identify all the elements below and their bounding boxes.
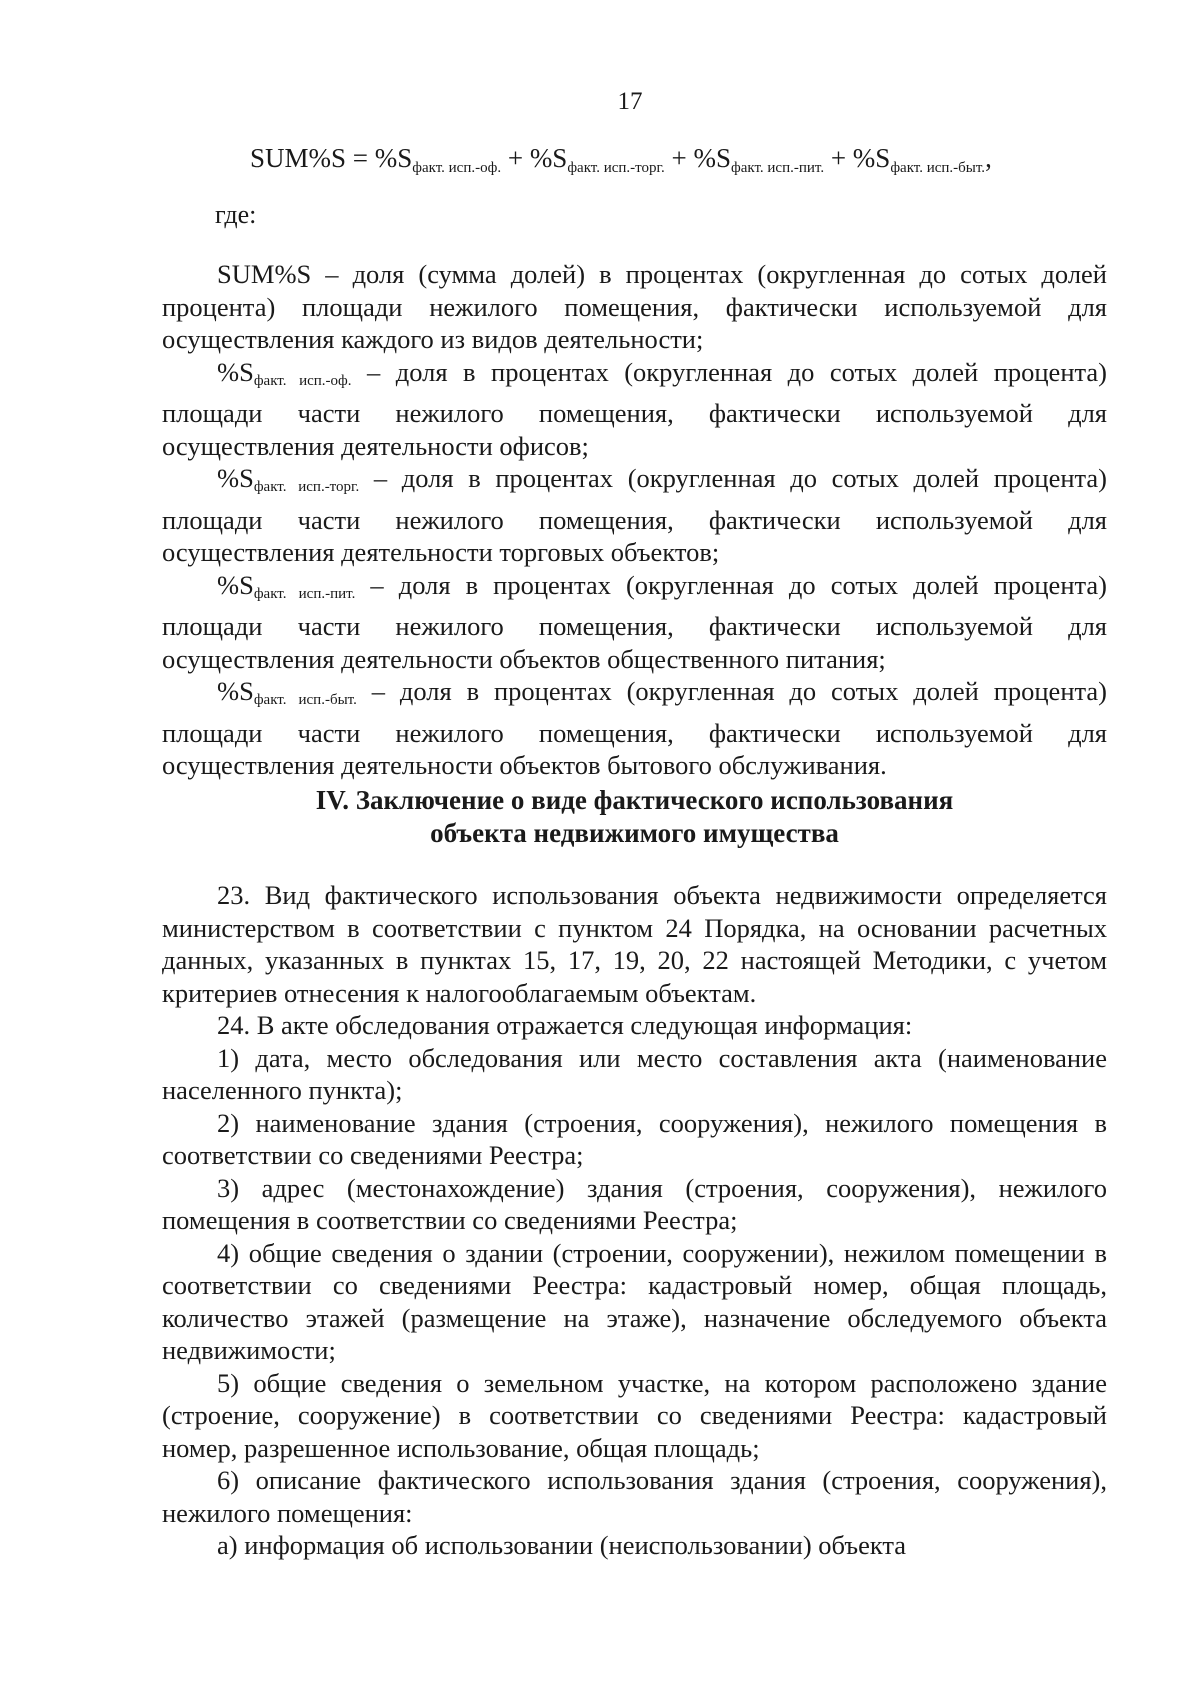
definition-subscript: факт. исп.-оф. — [253, 372, 352, 389]
definition-symbol: %S — [217, 463, 254, 493]
paragraph: а) информация об использовании (неиспользовании) объекта — [217, 1530, 907, 1560]
definition-subscript: факт. исп.-торг. — [253, 479, 360, 495]
paragraph: 5) общие сведения о земельном участке, на котором расположено здание (строение, сооружение) в соответствии со сведениями Реестра: кадастровый номер, разрешенное использование, общая площадь; — [162, 1367, 1107, 1463]
formula-part: + %S — [664, 143, 731, 173]
formula-part: SUM%S = %S — [250, 143, 413, 173]
formula-subscript: факт. исп.-торг. — [567, 160, 665, 176]
definition-subscript: факт. исп.-быт. — [253, 692, 357, 708]
where-label: где: — [215, 200, 257, 229]
definition-item — [162, 258, 1107, 356]
formula-part: , — [985, 143, 992, 173]
paragraph: 1) дата, место обследования или место составления акта (наименование населенного пункта); — [162, 1042, 1107, 1105]
definition-text: – доля в процентах (округленная до сотых долей процента) площади части нежилого помещения, фактически используемой для осуществления деятельности объектов общественного питания; — [162, 569, 1107, 674]
definition-symbol: %S — [217, 676, 254, 706]
definition-subscript: факт. исп.-пит. — [253, 585, 356, 602]
section-heading-line: объекта недвижимого имущества — [430, 818, 839, 848]
body-text — [162, 879, 1107, 1562]
formula-part: + %S — [824, 143, 891, 173]
definition-symbol: %S — [217, 569, 254, 600]
definition-symbol: %S — [217, 356, 254, 387]
paragraph: 6) описание фактического использования здания (строения, сооружения), нежилого помещения: — [162, 1465, 1107, 1528]
paragraph: 2) наименование здания (строения, сооружения), нежилого помещения в соответствии со сведениями Реестра; — [162, 1107, 1107, 1170]
section-heading — [162, 784, 1107, 850]
page-number: 17 — [617, 88, 643, 115]
definition-text: – доля (сумма долей) в процентах (округленная до сотых долей процента) площади нежилого помещения, фактически используемой для осуществления каждого из видов деятельности; — [162, 259, 1107, 354]
paragraph: 23. Вид фактического использования объекта недвижимости определяется министерством в соответствии с пунктом 24 Порядка, на основании расчетных данных, указанных в пунктах 15, 17, 19, 20, 22 настоящей Методики, с учетом критериев отнесения к налогооблагаемым объектам. — [162, 880, 1107, 1008]
section-heading-line: IV. Заключение о виде фактического использования — [315, 785, 954, 815]
definition-item — [162, 675, 1107, 782]
formula-subscript: факт. исп.-оф. — [412, 160, 502, 176]
paragraph: 4) общие сведения о здании (строении, сооружении), нежилом помещении в соответствии со сведениями Реестра: кадастровый номер, общая площадь, количество этажей (размещение на этаже), назначение обследуемого объекта недвижимости; — [162, 1237, 1107, 1365]
formula-part: + %S — [501, 143, 568, 173]
definition-text: – доля в процентах (округленная до сотых долей процента) площади части нежилого помещения, фактически используемой для осуществления деятельности офисов; — [162, 356, 1107, 461]
formula — [250, 143, 1150, 177]
definition-symbol: SUM%S — [217, 259, 312, 289]
definition-item — [162, 569, 1107, 676]
definition-item — [162, 356, 1107, 463]
definitions-list — [162, 258, 1107, 782]
definition-item — [162, 462, 1107, 569]
definition-text: – доля в процентах (округленная до сотых долей процента) площади части нежилого помещения, фактически используемой для осуществления деятельности торговых объектов; — [162, 463, 1108, 567]
paragraph: 3) адрес (местонахождение) здания (строения, сооружения), нежилого помещения в соответствии со сведениями Реестра; — [162, 1172, 1107, 1235]
formula-subscript: факт. исп.-быт. — [890, 160, 986, 176]
formula-subscript: факт. исп.-пит. — [730, 160, 825, 176]
paragraph: 24. В акте обследования отражается следующая информация: — [217, 1010, 913, 1040]
definition-text: – доля в процентах (округленная до сотых долей процента) площади части нежилого помещения, фактически используемой для осуществления деятельности объектов бытового обслуживания. — [162, 676, 1107, 780]
